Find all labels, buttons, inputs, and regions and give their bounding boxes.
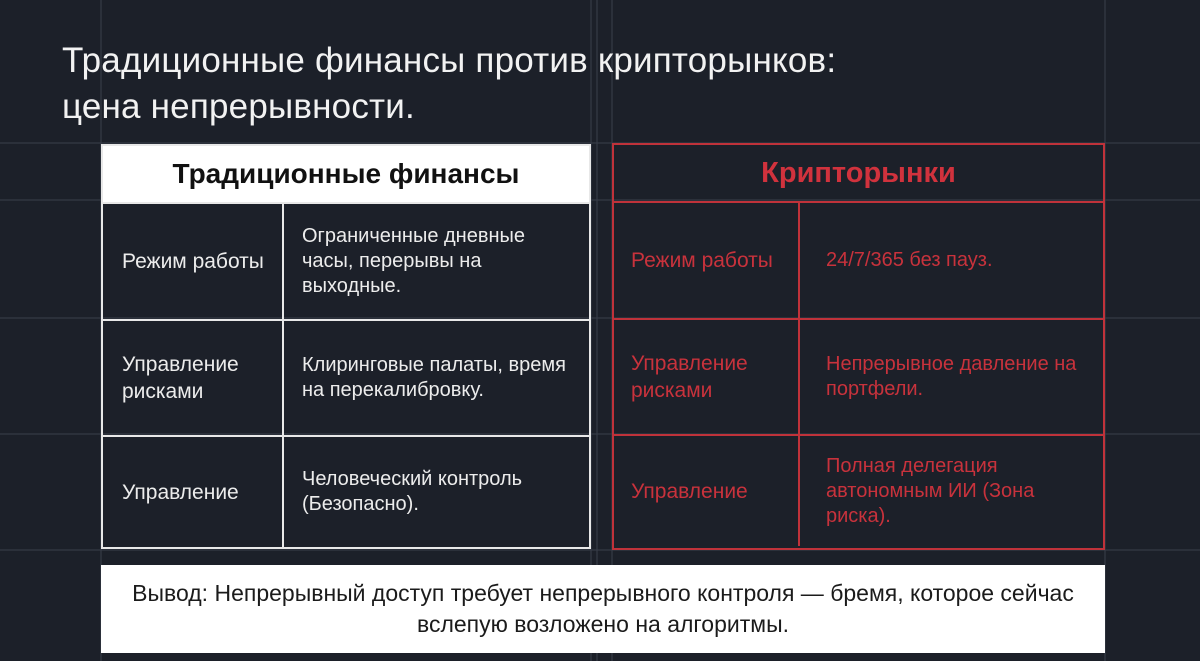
page-title [62,38,836,130]
row-value: 24/7/365 без пауз. [826,249,993,271]
row-value: Ограниченные дневные часы, перерывы на выходные. [302,225,526,297]
table-row [103,435,589,547]
row-label: Управление [103,437,284,547]
row-value: Клиринговые палаты, время на перекалибровку. [302,354,566,401]
row-value: Человеческий контроль (Безопасно). [302,468,523,515]
title-line-2: цена непрерывности. [62,87,415,126]
table-row [614,201,1103,318]
row-label: Управление [614,436,800,546]
row-label: Режим работы [103,204,284,319]
row-label: Режим работы [614,203,800,318]
crypto-markets-table [612,143,1105,550]
table-row [103,202,589,319]
table-row [103,319,589,435]
traditional-header: Традиционные финансы [103,146,589,202]
conclusion-banner: Вывод: Непрерывный доступ требует непрерывного контроля — бремя, которое сейчас вслепую возложено на алгоритмы. [101,565,1105,653]
row-value: Непрерывное давление на портфели. [826,353,1077,400]
row-label: Управление рисками [614,320,800,434]
title-line-1: Традиционные финансы против крипторынков: [62,41,837,80]
crypto-header: Крипторынки [761,156,956,189]
table-row [614,318,1103,434]
table-row [614,434,1103,546]
row-label: Управление рисками [103,321,284,435]
traditional-finance-table [101,144,591,549]
row-value: Полная делегация автономным ИИ (Зона риска). [826,454,1035,527]
